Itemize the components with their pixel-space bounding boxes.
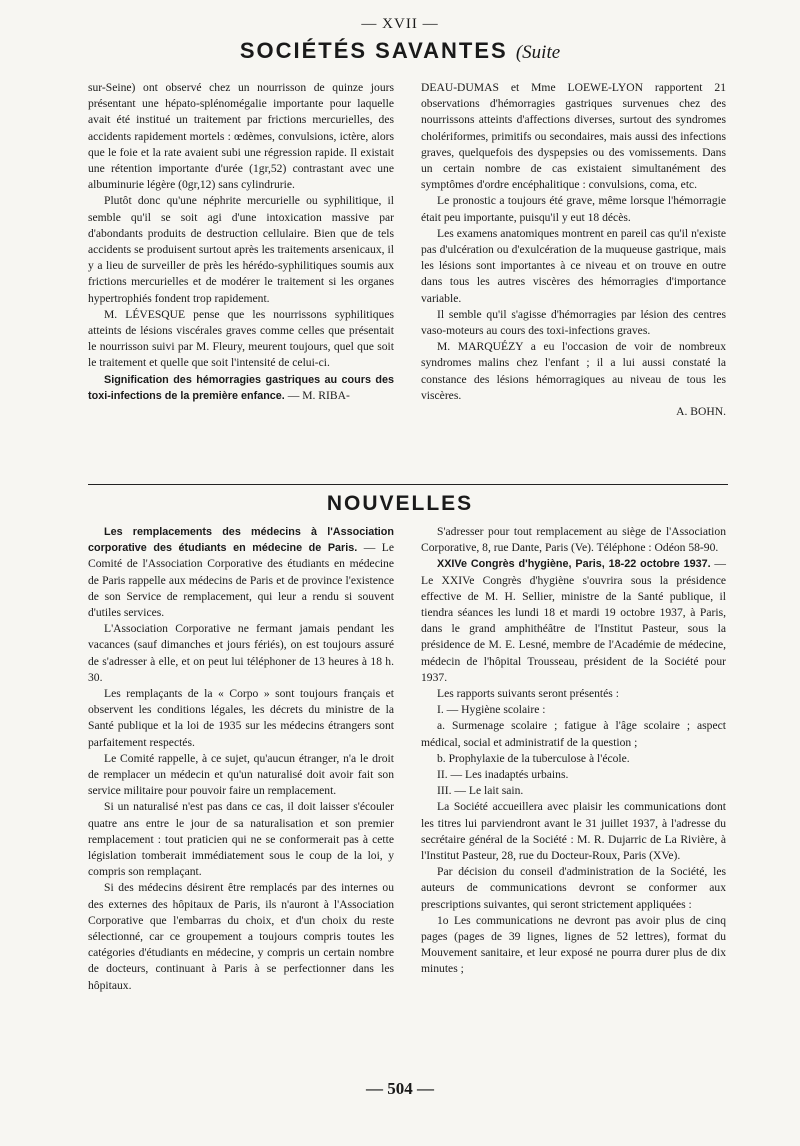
nouvelles-left-column: [88, 524, 394, 994]
paragraph: [88, 524, 394, 621]
list-item: a. Surmenage scolaire ; fatigue à l'âge scolaire ; aspect médical, social et administratif de la question ;: [421, 719, 726, 749]
paragraph: Plutôt donc qu'une néphrite mercurielle ou syphilitique, il semble qu'il se soit agi d'une intoxication massive par d'abondants produits de destruction cellulaire. Bien que de tels accidents se produisent surtout après les traitements arsenicaux, il y a lieu de surveiller de près les hérédo-syphilitiques soumis aux frictions mercurielles et de modérer le traitement si les organes hypertrophiés fondent trop rapidement.: [88, 194, 394, 305]
paragraph: Le pronostic a toujours été grave, même lorsque l'hémorragie était peu importante, puisqu'il y eut 18 décès.: [421, 194, 726, 224]
page-roman-numeral: — XVII —: [361, 16, 439, 32]
paragraph: Il semble qu'il s'agisse d'hémorragies par lésion des centres vaso-moteurs au cours des toxi-infections graves.: [421, 307, 726, 338]
paragraph: La Société accueillera avec plaisir les communications dont les titres lui parviendront avant le 31 juillet 1937, à l'adresse du secrétaire général de la Société : M. R. Dujarric de La Rivière, à l'Institut Pasteur, 28, rue du Docteur-Roux, Paris (XVe).: [421, 800, 726, 863]
nouvelles-right-column: [421, 524, 726, 978]
section-title-text: SOCIÉTÉS SAVANTES: [239, 38, 508, 63]
paragraph: sur-Seine) ont observé chez un nourrisson de quinze jours présentant une hépato-splénomégalie importante pour laquelle avait été institué un traitement par frictions mercurielles, des accidents rapidement mortels : œdèmes, convulsions, ictère, alors que le foie et la rate avaient subi une régression rapide. Il existait une rétention importante d'urée (1gr,52) contrastant avec une albuminurie légère (0gr,12) sans cylindrurie.: [88, 81, 394, 192]
subsection-heading: XXIVe Congrès d'hygiène, Paris, 18-22 octobre 1937.: [437, 558, 711, 571]
signature: A. BOHN.: [676, 405, 726, 419]
section-title: [0, 38, 800, 64]
societes-left-column: [88, 80, 394, 404]
subsection-heading: Les remplacements des médecins à l'Association corporative des étudiants en médecine de Paris.: [88, 526, 394, 555]
list-item: I. — Hygiène scolaire :: [437, 703, 546, 717]
paragraph: L'Association Corporative ne fermant jamais pendant les vacances (sauf dimanches et jours fériés), on est toujours assuré de s'adresser à elle, et on peut lui téléphoner de 13 heures à 18 h. 30.: [88, 622, 394, 684]
paragraph: Par décision du conseil d'administration de la Société, les auteurs de communications devront se conformer aux prescriptions suivantes, qui seront strictement appliquées :: [421, 865, 726, 911]
societes-right-column: [421, 80, 726, 420]
list-item: II. — Les inadaptés urbains.: [437, 768, 569, 782]
paragraph: [88, 372, 394, 404]
heading-tail: — M. RIBA-: [284, 388, 350, 402]
paragraph: Le Comité rappelle, à ce sujet, qu'aucun étranger, n'a le droit de remplacer un médecin et qu'un naturalisé doit avoir fait son service militaire pour pouvoir faire un remplacement.: [88, 751, 394, 798]
paragraph: 1o Les communications ne devront pas avoir plus de cinq pages (pages de 39 lignes, lignes de 52 lettres), format du Mouvement sanitaire, et leur exposé ne pourra durer plus de dix minutes ;: [421, 913, 726, 976]
paragraph: [421, 556, 726, 686]
list-item: III. — Le lait sain.: [437, 784, 524, 798]
section-divider: [88, 484, 728, 485]
section-title-suite: (Suite: [515, 42, 561, 63]
paragraph: Les examens anatomiques montrent en pareil cas qu'il n'existe pas d'ulcération ou d'exulcération de la muqueuse gastrique, mais les lésions sont importantes à ce niveau et on trouve en outre dans tous les autres viscères des hémorragies d'importance variable.: [421, 226, 726, 305]
paragraph: Si des médecins désirent être remplacés par des internes ou des externes des hôpitaux de Paris, ils n'auront à l'Association Corporative que l'embarras du choix, et d'un choix du reste sélectionné, car ce groupement a toujours compris toutes les catégories d'étudiants en médecine, y compris un certain nombre de docteurs, continuant à Paris à se perfectionner dans les hôpitaux.: [88, 881, 394, 992]
page-number: — 504 —: [366, 1079, 434, 1098]
subsection-heading: Signification des hémorragies gastriques au cours des toxi-infections de la première enfance.: [88, 373, 394, 402]
list-item: b. Prophylaxie de la tuberculose à l'école.: [437, 751, 630, 765]
nouvelles-title: NOUVELLES: [326, 492, 474, 515]
paragraph: DEAU-DUMAS et Mme LOEWE-LYON rapportent 21 observations d'hémorragies gastriques survenues chez des nourrissons atteints d'affections diverses, surtout des syndromes cholériformes, primitifs ou secondaires, mais aussi des infections graves, quelquefois des dyspepsies ou des vomissements. Dans un certain nombre de cas existaient simultanément des symptômes d'ordre encéphalitique : convulsions, coma, etc.: [421, 81, 726, 192]
paragraph: Si un naturalisé n'est pas dans ce cas, il doit laisser s'écouler quatre ans entre le jour de sa naturalisation et son premier remplacement : tout praticien qui ne se conformerait pas à cette législation tomberait immédiatement sous le coup de la loi, y compris son remplaçant.: [88, 800, 394, 879]
paragraph: Les rapports suivants seront présentés :: [437, 687, 619, 701]
paragraph: M. LÉVESQUE pense que les nourrissons syphilitiques atteints de lésions viscérales graves comme celles que présentait le nourrisson suivi par M. Fleury, meurent toujours, quel que soit le traitement et quelle que soit l'intensité de celui-ci.: [88, 307, 394, 370]
paragraph-text: — Le XXIVe Congrès d'hygiène s'ouvrira sous la présidence effective de M. H. Sellier, ministre de la Santé publique, il tiendra séances les lundi 18 et mardi 19 octobre 1937, à Paris, dans le grand amphithéâtre de l'Institut Pasteur, sous la présidence de M. E. Lesné, membre de l'Académie de médecine, médecin de l'hôpital Trousseau, président de la Société pour 1937.: [421, 557, 727, 684]
paragraph-text: — Le Comité de l'Association Corporative des étudiants en médecine de Paris rappelle aux médecins de Paris et de province l'existence de son Service de remplacement, qui leur a rendu si souvent d'utiles services.: [88, 541, 394, 620]
paragraph: S'adresser pour tout remplacement au siège de l'Association Corporative, 8, rue Dante, Paris (Ve). Téléphone : Odéon 58-90.: [421, 525, 726, 555]
paragraph: M. MARQUÉZY a eu l'occasion de voir de nombreux syndromes malins chez l'enfant ; il a lui aussi constaté la constance des lésions hémorragiques au niveau de tous les viscères.: [421, 340, 726, 402]
paragraph: Les remplaçants de la « Corpo » sont toujours français et observent les conditions légales, les décrets du ministre de la Santé publique et la loi de 1935 sur les médecins étrangers sont parfaitement respectés.: [88, 687, 394, 749]
